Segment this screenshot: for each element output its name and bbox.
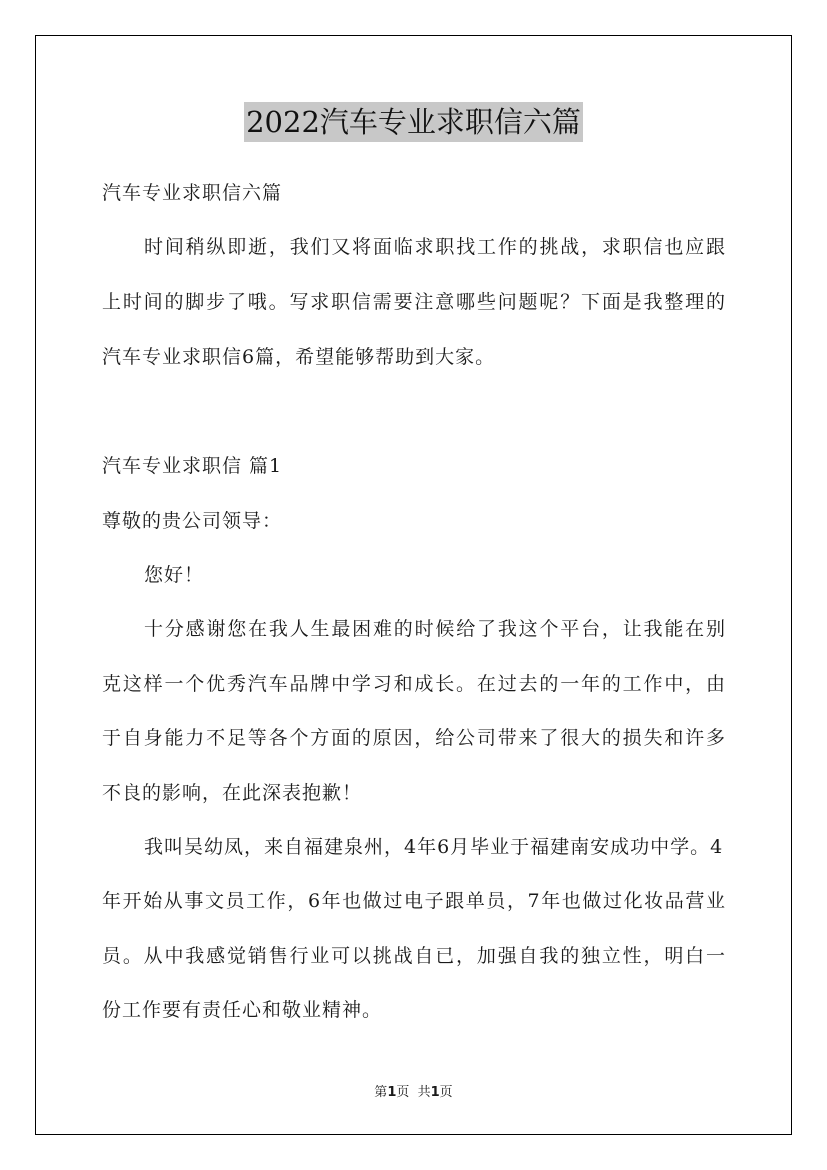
intro-line-2: 上时间的脚步了哦。写求职信需要注意哪些问题呢？下面是我整理的: [102, 291, 726, 313]
paragraph1-line-1: 十分感谢您在我人生最困难的时候给了我这个平台，让我能在别: [144, 618, 726, 640]
greeting: 您好！: [144, 564, 205, 586]
salutation: 尊敬的贵公司领导：: [102, 510, 283, 532]
page-footer: [0, 1084, 827, 1102]
footer-total-pages: 1: [430, 1085, 440, 1100]
paragraph1-line-3: 于自身能力不足等各个方面的原因，给公司带来了很大的损失和许多: [102, 727, 726, 749]
footer-page-pre: 第: [374, 1085, 388, 1100]
paragraph2-line-1: 我叫吴幼凤，来自福建泉州，4年6月毕业于福建南安成功中学。4: [144, 836, 724, 858]
footer-page-post: 页: [439, 1085, 453, 1100]
document-title: 2022汽车专业求职信六篇: [244, 102, 583, 142]
paragraph2-line-3: 员。从中我感觉销售行业可以挑战自已，加强自我的独立性，明白一: [102, 945, 726, 967]
paragraph1-line-2: 克这样一个优秀汽车品牌中学习和成长。在过去的一年的工作中，由: [102, 673, 726, 695]
footer-page-number: 1: [387, 1085, 397, 1100]
intro-line-3: 汽车专业求职信6篇，希望能够帮助到大家。: [102, 346, 496, 368]
paragraph1-line-4: 不良的影响，在此深表抱歉！: [102, 782, 363, 804]
paragraph2-line-2: 年开始从事文员工作，6年也做过电子跟单员，7年也做过化妆品营业: [102, 890, 726, 912]
section-heading: 汽车专业求职信 篇1: [102, 455, 283, 477]
footer-page-mid: 页 共: [396, 1085, 431, 1100]
document-subtitle: 汽车专业求职信六篇: [102, 182, 283, 204]
paragraph2-line-4: 份工作要有责任心和敬业精神。: [102, 999, 383, 1021]
title-container: [0, 102, 827, 142]
intro-line-1: 时间稍纵即逝，我们又将面临求职找工作的挑战，求职信也应跟: [144, 236, 726, 258]
